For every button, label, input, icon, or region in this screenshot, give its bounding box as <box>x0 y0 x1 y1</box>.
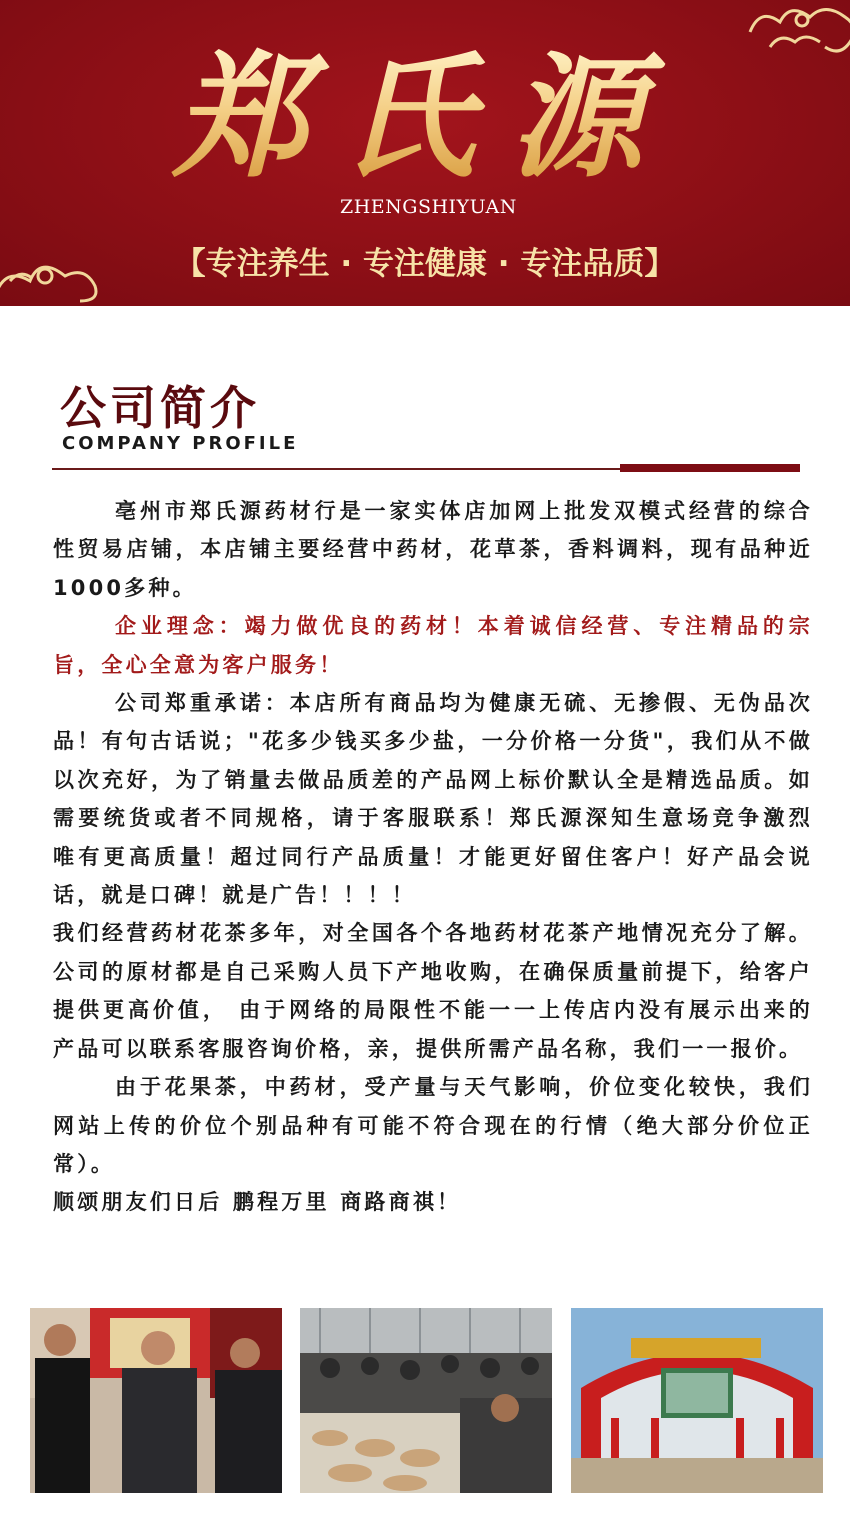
profile-body <box>53 492 813 1222</box>
header-banner <box>0 0 850 306</box>
section-title: 公司简介 <box>60 381 260 435</box>
divider-accent <box>620 464 800 472</box>
paragraph-philosophy: 企业理念：竭力做优良的药材！本着诚信经营、专注精品的宗旨，全心全意为客户服务！ <box>53 614 813 677</box>
photo-market-building <box>571 1308 823 1493</box>
brand-logo-pinyin: ZHENGSHIYUAN <box>340 196 517 218</box>
section-subtitle: COMPANY PROFILE <box>62 433 299 454</box>
paragraph-closing: 顺颂朋友们日后 鹏程万里 商路商祺！ <box>53 1190 462 1215</box>
paragraph-intro: 亳州市郑氏源药材行是一家实体店加网上批发双模式经营的综合性贸易店铺，本店铺主要经营中药材，花草茶，香料调料，现有品种近1000多种。 <box>53 499 813 600</box>
brand-logo-chinese: 郑氏源 <box>0 42 850 192</box>
photo-officials-visit <box>30 1308 282 1493</box>
paragraph-price-notice: 由于花果茶，中药材，受产量与天气影响，价位变化较快，我们网站上传的价位个别品种有可能不符合现在的行情（绝大部分价位正常）。 <box>53 1075 813 1176</box>
paragraph-promise: 公司郑重承诺：本店所有商品均为健康无硫、无掺假、无伪品次品！有句古话说；"花多少钱买多少盐，一分价格一分货"，我们从不做以次充好，为了销量去做品质差的产品网上标价默认全是精选品质。如需要统货或者不同规格，请于客服联系！郑氏源深知生意场竞争激烈 唯有更高质量！超过同行产品质量！才能更好留住客户！好产品会说话，就是口碑！就是广告！！！！ <box>53 691 813 908</box>
paragraph-experience: 我们经营药材花茶多年，对全国各个各地药材花茶产地情况充分了解。公司的原材都是自己采购人员下产地收购，在确保质量前提下，给客户提供更高价值， 由于网络的局限性不能一一上传店内没有展示出来的产品可以联系客服咨询价格，亲，提供所需产品名称，我们一一报价。 <box>53 921 813 1061</box>
photo-market-crowd <box>300 1308 552 1493</box>
slogan: 【专注养生 · 专注健康 · 专注品质】 <box>174 246 676 282</box>
